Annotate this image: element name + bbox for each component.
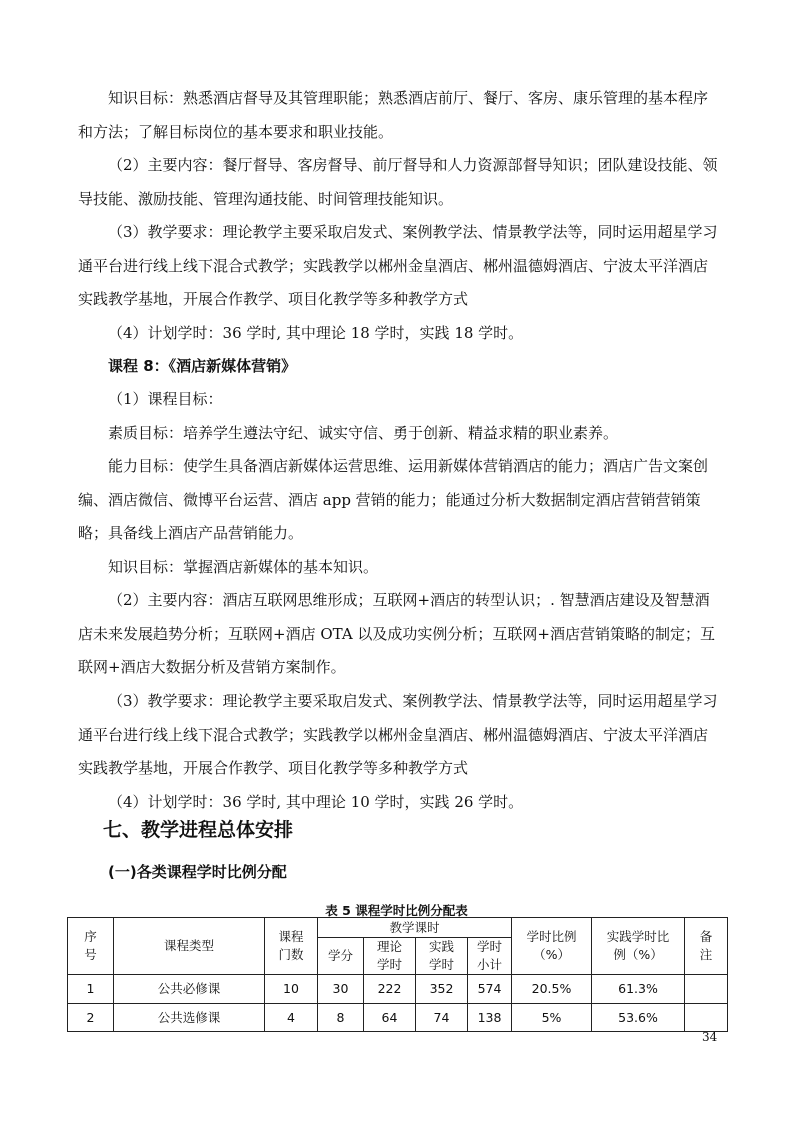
cell-subtotal: 574 [468, 975, 512, 1004]
header-practice-ratio-text: 实践学时比例（%） [606, 929, 670, 962]
cell-practice: 352 [416, 975, 468, 1004]
paragraph-ability-goal: 能力目标：使学生具备酒店新媒体运营思维、运用新媒体营销酒店的能力；酒店广告文案创编、酒店微信、微博平台运营、酒店 app 营销的能力；能通过分析大数据制定酒店营销营销策略；具备线上酒店产品营销能力。 [78, 457, 709, 542]
header-count-text: 课程门数 [278, 929, 304, 962]
header-practice [416, 938, 468, 975]
table-row [68, 975, 728, 1004]
paragraph-main-content: （2）主要内容：餐厅督导、客房督导、前厅督导和人力资源部督导知识；团队建设技能、领导技能、激励技能、管理沟通技能、时间管理技能知识。 [78, 156, 718, 208]
header-count [265, 918, 318, 975]
header-ratio-text: 学时比例（%） [526, 929, 577, 962]
header-hours-group: 教学课时 [318, 918, 512, 938]
page-number: 34 [702, 1030, 718, 1044]
header-note [685, 918, 728, 975]
cell-type: 公共必修课 [114, 975, 265, 1004]
cell-practice: 74 [416, 1004, 468, 1032]
header-ratio [512, 918, 592, 975]
cell-credit: 30 [318, 975, 364, 1004]
cell-note [685, 1004, 728, 1032]
paragraph-quality-goal: 素质目标：培养学生遵法守纪、诚实守信、勇于创新、精益求精的职业素养。 [108, 424, 619, 442]
section-title: 七、教学进程总体安排 [103, 819, 294, 841]
paragraph-teaching-requirements: （3）教学要求：理论教学主要采取启发式、案例教学法、情景教学法等，同时运用超星学习通平台进行线上线下混合式教学；实践教学以郴州金皇酒店、郴州温德姆酒店、宁波太平洋酒店实践教学基地，开展合作教学、项目化教学等多种教学方式 [78, 223, 718, 308]
cell-ratio: 5% [512, 1004, 592, 1032]
cell-note [685, 975, 728, 1004]
cell-practice-ratio: 61.3% [592, 975, 685, 1004]
header-theory [364, 938, 416, 975]
header-seq-text: 序号 [84, 929, 97, 962]
cell-ratio: 20.5% [512, 975, 592, 1004]
paragraph-planned-hours: （4）计划学时：36 学时, 其中理论 18 学时，实践 18 学时。 [108, 324, 524, 342]
paragraph-knowledge-goal: 知识目标：熟悉酒店督导及其管理职能；熟悉酒店前厅、餐厅、客房、康乐管理的基本程序和方法；了解目标岗位的基本要求和职业技能。 [78, 89, 709, 141]
paragraph-knowledge-goal-2: 知识目标：掌握酒店新媒体的基本知识。 [108, 558, 379, 576]
hours-ratio-table [67, 917, 728, 1032]
header-subtotal [468, 938, 512, 975]
course-heading: 课程 8：《酒店新媒体营销》 [108, 357, 297, 375]
header-seq [68, 918, 114, 975]
header-subtotal-text: 学时小计 [476, 939, 502, 972]
table-caption: 表 5 课程学时比例分配表 [325, 903, 468, 918]
cell-theory: 222 [364, 975, 416, 1004]
header-practice-text: 实践学时 [428, 939, 454, 972]
header-type: 课程类型 [114, 918, 265, 975]
cell-seq: 2 [68, 1004, 114, 1032]
paragraph-planned-hours-2: （4）计划学时：36 学时, 其中理论 10 学时，实践 26 学时。 [108, 793, 524, 811]
cell-subtotal: 138 [468, 1004, 512, 1032]
cell-practice-ratio: 53.6% [592, 1004, 685, 1032]
header-note-text: 备注 [699, 929, 713, 962]
cell-seq: 1 [68, 975, 114, 1004]
cell-count: 4 [265, 1004, 318, 1032]
header-practice-ratio [592, 918, 685, 975]
paragraph-course-goals: （1）课程目标： [108, 390, 223, 408]
cell-type: 公共选修课 [114, 1004, 265, 1032]
paragraph-main-content-2: （2）主要内容：酒店互联网思维形成；互联网+酒店的转型认识；. 智慧酒店建设及智慧酒店未来发展趋势分析；互联网+酒店 OTA 以及成功实例分析；互联网+酒店营销策略的制定；互联网+酒店大数据分析及营销方案制作。 [78, 591, 715, 676]
subsection-title: (一)各类课程学时比例分配 [108, 863, 287, 881]
cell-count: 10 [265, 975, 318, 1004]
cell-theory: 64 [364, 1004, 416, 1032]
header-credit: 学分 [318, 938, 364, 975]
paragraph-teaching-requirements-2: （3）教学要求：理论教学主要采取启发式、案例教学法、情景教学法等，同时运用超星学习通平台进行线上线下混合式教学；实践教学以郴州金皇酒店、郴州温德姆酒店、宁波太平洋酒店实践教学基地，开展合作教学、项目化教学等多种教学方式 [78, 692, 718, 777]
header-theory-text: 理论学时 [376, 939, 402, 972]
table-row [68, 1004, 728, 1032]
cell-credit: 8 [318, 1004, 364, 1032]
